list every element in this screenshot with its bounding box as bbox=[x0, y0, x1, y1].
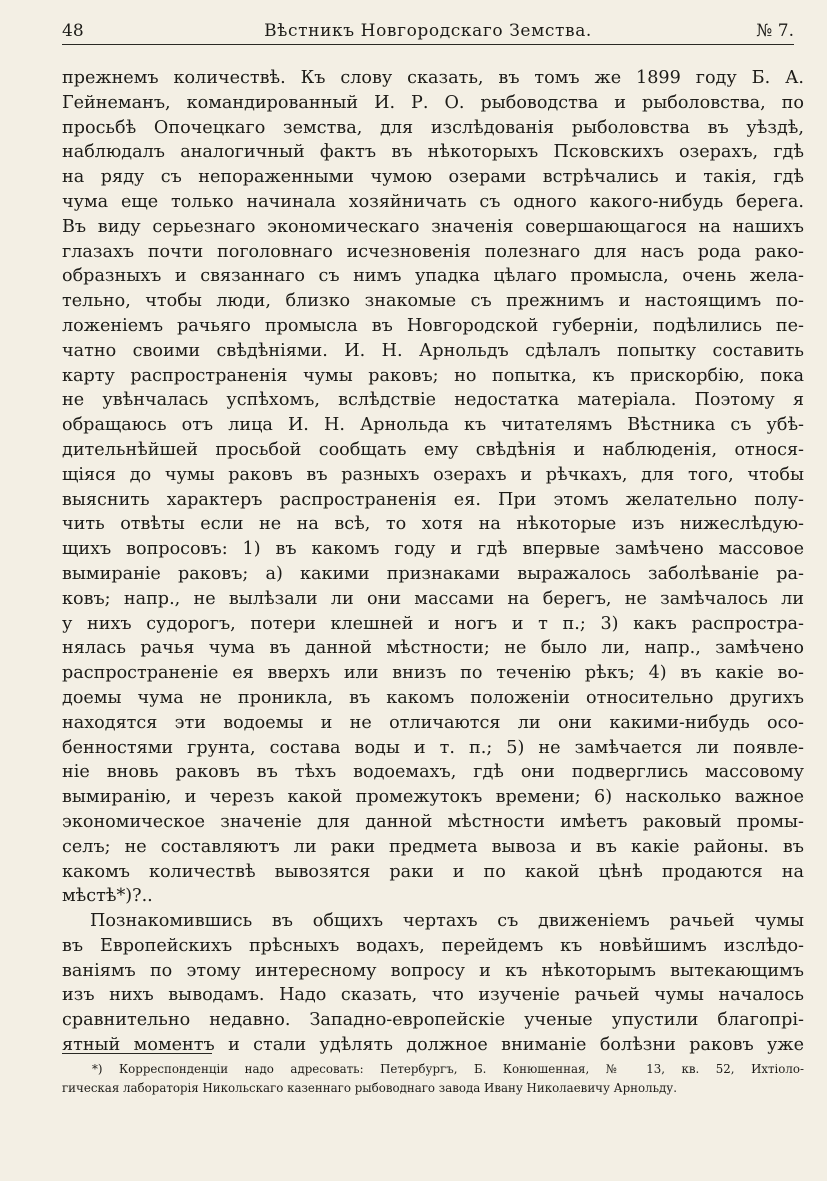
body-line: чатно своими свѣдѣніями. И. Н. Арнольдъ сдѣлалъ попытку составить bbox=[62, 340, 804, 361]
body-line: мѣстѣ*)?.. bbox=[62, 886, 153, 907]
body-line: доемы чума не проникла, въ какомъ положеніи относительно другихъ bbox=[62, 687, 804, 708]
paragraph-start-line: Познакомившись въ общихъ чертахъ съ движеніемъ рачьей чумы bbox=[90, 911, 804, 932]
body-line: бенностями грунта, состава воды и т. п.; 5) не замѣчается ли появле- bbox=[62, 737, 804, 758]
body-line: обращаюсь отъ лица И. Н. Арнольда къ читателямъ Вѣстника съ убѣ- bbox=[62, 415, 804, 436]
body-line: чума еще только начинала хозяйничать съ одного какого-нибудь берега. bbox=[62, 191, 804, 212]
body-line: просьбѣ Опочецкаго земства, для изслѣдованія рыболовства въ уѣздѣ, bbox=[62, 117, 804, 138]
issue-number: № 7. bbox=[756, 21, 794, 41]
footnote-divider bbox=[62, 1053, 212, 1054]
body-line: ваніямъ по этому интересному вопросу и къ нѣкоторымъ вытекающимъ bbox=[62, 960, 804, 981]
body-line: на ряду съ непораженными чумою озерами встрѣчались и такія, гдѣ bbox=[62, 167, 804, 188]
body-line: какомъ количествѣ вывозятся раки и по какой цѣнѣ продаются на bbox=[62, 861, 804, 882]
body-line: ятный моментъ и стали удѣлять должное вниманіе болѣзни раковъ уже bbox=[62, 1035, 804, 1056]
page-header bbox=[62, 20, 794, 45]
body-line: не увѣнчалась успѣхомъ, вслѣдствіе недостатка матеріала. Поэтому я bbox=[62, 390, 804, 411]
footnote-line: гическая лабораторія Никольскаго казеннаго рыбоводнаго завода Ивану Николаевичу Арнольду. bbox=[62, 1081, 677, 1095]
body-line: въ Европейскихъ прѣсныхъ водахъ, перейдемъ къ новѣйшимъ изслѣдо- bbox=[62, 935, 804, 956]
body-line: экономическое значеніе для данной мѣстности имѣетъ раковый промы- bbox=[62, 811, 804, 832]
body-line: ніе вновь раковъ въ тѣхъ водоемахъ, гдѣ они подверглись массовому bbox=[62, 762, 804, 783]
running-title: Вѣстникъ Новгородскаго Земства. bbox=[264, 21, 592, 41]
body-line: прежнемъ количествѣ. Къ слову сказать, въ томъ же 1899 году Б. А. bbox=[62, 68, 804, 88]
body-line: щіяся до чумы раковъ въ разныхъ озерахъ и рѣчкахъ, для того, чтобы bbox=[62, 464, 804, 485]
body-line: карту распространенія чумы раковъ; но попытка, къ прискорбію, пока bbox=[62, 365, 804, 386]
body-line: у нихъ судорогъ, потери клешней и ногъ и т п.; 3) какъ распростра- bbox=[62, 613, 804, 634]
body-line: глазахъ почти поголовнаго исчезновенія полезнаго для насъ рода рако- bbox=[62, 241, 804, 262]
body-line: вымираніе раковъ; а) какими признаками выражалось заболѣваніе ра- bbox=[62, 563, 804, 584]
footnote-line: *) Корреспонденціи надо адресовать: Петербургъ, Б. Конюшенная, № 13, кв. 52, Ихтіоло- bbox=[92, 1062, 804, 1076]
body-line: Гейнеманъ, командированный И. Р. О. рыбоводства и рыболовства, по bbox=[62, 92, 804, 113]
body-line: щихъ вопросовъ: 1) въ какомъ году и гдѣ впервые замѣчено массовое bbox=[62, 539, 804, 560]
body-line: ковъ; напр., не вылѣзали ли они массами на берегъ, не замѣчалось ли bbox=[62, 588, 804, 609]
body-line: тельно, чтобы люди, близко знакомые съ прежнимъ и настоящимъ по- bbox=[62, 291, 804, 312]
body-line: образныхъ и связаннаго съ нимъ упадка цѣлаго промысла, очень жела- bbox=[62, 266, 804, 287]
body-line: сравнительно недавно. Западно-европейскіе ученые упустили благопрі- bbox=[62, 1010, 804, 1031]
body-line: наблюдалъ аналогичный фактъ въ нѣкоторыхъ Псковскихъ озерахъ, гдѣ bbox=[62, 142, 804, 163]
body-line: распространеніе ея вверхъ или внизъ по теченію рѣкъ; 4) въ какіе во- bbox=[62, 663, 804, 684]
body-line: нялась рачья чума въ данной мѣстности; не было ли, напр., замѣчено bbox=[62, 638, 804, 659]
body-line: ложеніемъ рачьяго промысла въ Новгородской губерніи, подѣлились пе- bbox=[62, 315, 804, 336]
body-line: находятся эти водоемы и не отличаются ли они какими-нибудь осо- bbox=[62, 712, 804, 733]
body-line: дительнѣйшей просьбой сообщать ему свѣдѣнія и наблюденія, относя- bbox=[62, 439, 804, 460]
body-text bbox=[62, 66, 804, 1058]
body-line: выяснить характеръ распространенія ея. При этомъ желательно полу- bbox=[62, 489, 804, 510]
body-line: изъ нихъ выводамъ. Надо сказать, что изученіе рачьей чумы началось bbox=[62, 985, 804, 1006]
page-number: 48 bbox=[62, 21, 84, 41]
body-line: вымиранію, и черезъ какой промежутокъ времени; 6) насколько важное bbox=[62, 787, 804, 808]
body-line: селъ; не составляютъ ли раки предмета вывоза и въ какіе районы. въ bbox=[62, 836, 804, 857]
body-line: Въ виду серьезнаго экономическаго значенія совершающагося на нашихъ bbox=[62, 216, 804, 237]
footnote bbox=[62, 1060, 804, 1098]
body-line: чить отвѣты если не на всѣ, то хотя на нѣкоторые изъ нижеслѣдую- bbox=[62, 514, 804, 535]
